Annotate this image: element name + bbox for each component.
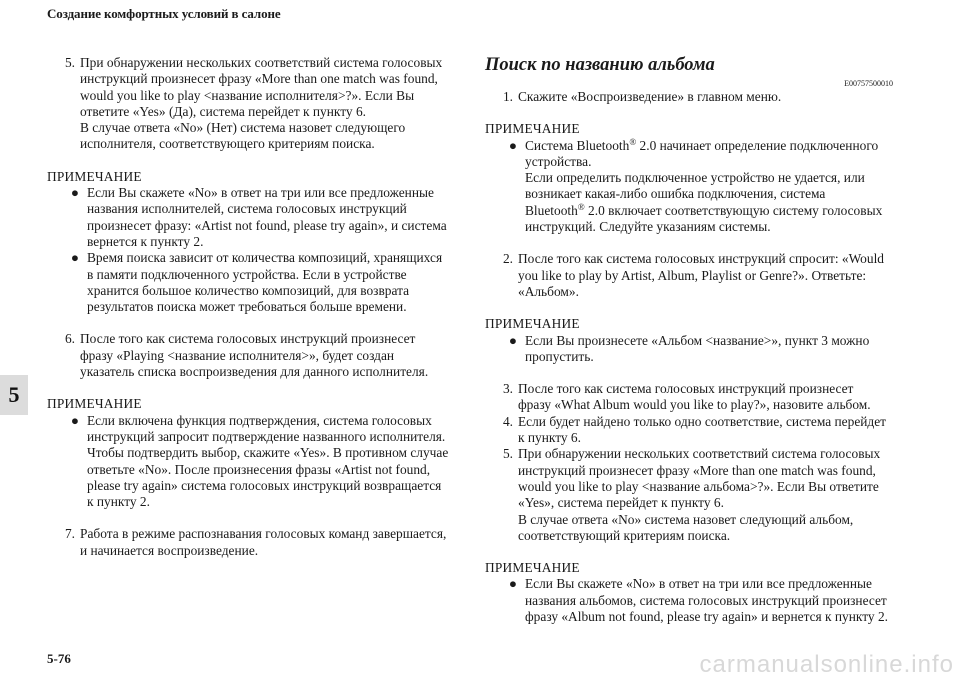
- text-line: в памяти подключенного устройства. Если в устройстве: [87, 266, 407, 282]
- text-line: ответьте «No». После произнесения фразы «Artist not found,: [87, 461, 431, 477]
- text-line: После того как система голосовых инструкций произнесет: [518, 381, 854, 397]
- note-bullet: [47, 250, 452, 315]
- step-2: [485, 251, 895, 300]
- text-line: названия альбомов, система голосовых инструкций произнесет: [525, 592, 887, 608]
- text-line: Время поиска зависит от количества композиций, хранящихся: [87, 250, 443, 266]
- step-number: 5.: [502, 446, 513, 462]
- text-line: Если включена функция подтверждения, система голосовых: [87, 412, 432, 428]
- watermark: carmanualsonline.info: [699, 650, 954, 678]
- step-text: [518, 446, 895, 544]
- text-line: фразу «Album not found, please try again» и вернется к пункту 2.: [525, 609, 889, 625]
- step-text: [518, 414, 895, 447]
- chapter-tab: [0, 375, 28, 415]
- bullet-icon: ●: [70, 412, 79, 428]
- text-line: к пункту 6.: [518, 430, 581, 446]
- step-text: [80, 331, 452, 380]
- text-line: При обнаружении нескольких соответствий система голосовых: [518, 446, 881, 462]
- text-line: Если будет найдено только одно соответствие, система перейдет: [518, 413, 887, 429]
- text-line: [525, 138, 895, 154]
- bullet-text: [525, 138, 895, 236]
- step-number: 4.: [502, 413, 513, 429]
- note-bullet: [485, 576, 895, 625]
- step-7: [47, 526, 452, 559]
- step-number: 5.: [64, 55, 75, 70]
- text-line: вернется к пункту 2.: [87, 233, 204, 249]
- text-line: При обнаружении нескольких соответствий система голосовых: [80, 55, 443, 70]
- step-number: 1.: [502, 89, 513, 104]
- text-line: исполнителя, соответствующего критериям поиска.: [80, 136, 375, 152]
- text-line: Работа в режиме распознавания голосовых команд завершается,: [80, 526, 447, 542]
- text-line: Если определить подключенное устройство не удается, или: [525, 170, 865, 186]
- text-line: устройства.: [525, 153, 592, 169]
- registered-mark: ®: [629, 136, 637, 147]
- text-line: Чтобы подтвердить выбор, скажите «Yes». В противном случае: [87, 445, 449, 461]
- text-line: После того как система голосовых инструкций произнесет: [80, 331, 416, 347]
- section-code: E00757500010: [844, 79, 893, 88]
- text-fragment: 2.0 включает соответствующую систему голосовых: [584, 202, 883, 218]
- text-line: Если Вы скажете «No» в ответ на три или все предложенные: [525, 576, 872, 592]
- text-line: Скажите «Воспроизведение» в главном меню.: [518, 89, 782, 104]
- bullet-text: [525, 576, 895, 625]
- step-5: [485, 446, 895, 544]
- text-line: инструкций запросит подтверждение названного исполнителя.: [87, 428, 446, 444]
- text-line: [525, 203, 895, 219]
- note-bullet: [485, 333, 895, 366]
- step-3: [485, 381, 895, 414]
- registered-mark: ®: [577, 201, 585, 212]
- page-header: Создание комфортных условий в салоне: [47, 6, 281, 21]
- bullet-text: [87, 250, 452, 315]
- text-line: названия исполнителей, система голосовых инструкций: [87, 201, 407, 217]
- text-line: возникает какая-либо ошибка подключения, система: [525, 186, 826, 202]
- step-number: 7.: [64, 526, 75, 542]
- section-title: Поиск по названию альбома: [485, 55, 715, 75]
- step-number: 2.: [502, 251, 513, 267]
- page-number: 5-76: [47, 651, 71, 666]
- text-line: would you like to play <название исполнителя>?». Если Вы: [80, 87, 415, 103]
- bullet-icon: ●: [70, 185, 79, 201]
- bullet-icon: ●: [70, 250, 79, 266]
- text-line: фразу «Playing <название исполнителя>», будет создан: [80, 347, 395, 363]
- bullet-icon: ●: [508, 332, 517, 348]
- text-line: результатов поиска может требоваться больше времени.: [87, 299, 407, 315]
- text-line: you like to play by Artist, Album, Playlist or Genre?». Ответьте:: [518, 267, 867, 283]
- text-line: указатель списка воспроизведения для данного исполнителя.: [80, 364, 429, 380]
- text-line: В случае ответа «No» (Нет) система назовет следующего: [80, 120, 406, 136]
- note-bullet: [47, 413, 452, 511]
- text-line: ответите «Yes» (Да), система перейдет к пункту 6.: [80, 103, 366, 119]
- text-line: произнесет фразу: «Artist not found, please try again», и система: [87, 217, 447, 233]
- left-column: [47, 55, 452, 559]
- step-text: [80, 55, 452, 153]
- text-fragment: 2.0 начинает определение подключенного: [636, 137, 879, 153]
- text-line: would you like to play <название альбома>?». Если Вы ответите: [518, 478, 879, 494]
- step-text: [518, 89, 895, 105]
- text-line: Если Вы скажете «No» в ответ на три или все предложенные: [87, 185, 434, 201]
- text-fragment: Система Bluetooth: [525, 137, 630, 153]
- bullet-icon: ●: [508, 137, 517, 153]
- step-number: 6.: [64, 331, 75, 347]
- text-line: фразу «What Album would you like to play?», назовите альбом.: [518, 397, 871, 413]
- bullet-text: [87, 185, 452, 250]
- step-number: 3.: [502, 381, 513, 397]
- text-line: «Альбом».: [518, 283, 579, 299]
- note-heading: ПРИМЕЧАНИЕ: [485, 121, 580, 137]
- text-line: и начинается воспроизведение.: [80, 542, 259, 558]
- text-line: «Yes», система перейдет к пункту 6.: [518, 495, 724, 511]
- text-line: инструкций произнесет фразу «More than one match was found,: [80, 71, 438, 87]
- right-column: [485, 54, 895, 625]
- text-line: инструкций произнесет фразу «More than one match was found,: [518, 462, 876, 478]
- step-5: [47, 55, 452, 153]
- bullet-icon: ●: [508, 576, 517, 592]
- text-line: Если Вы произнесете «Альбом <название>», пункт 3 можно: [525, 332, 870, 348]
- text-line: соответствующий критериям поиска.: [518, 527, 731, 543]
- text-line: пропустить.: [525, 348, 594, 364]
- step-text: [80, 526, 452, 559]
- step-1: [485, 89, 895, 105]
- text-line: хранится большое количество композиций, для возврата: [87, 282, 410, 298]
- note-heading: ПРИМЕЧАНИЕ: [47, 396, 142, 412]
- text-line: После того как система голосовых инструкций спросит: «Would: [518, 251, 884, 267]
- text-fragment: Bluetooth: [525, 202, 578, 218]
- bullet-text: [87, 413, 452, 511]
- text-line: В случае ответа «No» система назовет следующий альбом,: [518, 511, 854, 527]
- text-line: к пункту 2.: [87, 494, 150, 510]
- note-bullet: [47, 185, 452, 250]
- note-bullet: [485, 138, 895, 236]
- note-heading: ПРИМЕЧАНИЕ: [485, 316, 580, 332]
- step-text: [518, 381, 895, 414]
- text-line: инструкций. Следуйте указаниям системы.: [525, 219, 771, 235]
- step-4: [485, 414, 895, 447]
- step-6: [47, 331, 452, 380]
- step-text: [518, 251, 895, 300]
- bullet-text: [525, 333, 895, 366]
- chapter-number: 5: [8, 382, 20, 407]
- note-heading: ПРИМЕЧАНИЕ: [47, 168, 142, 184]
- note-heading: ПРИМЕЧАНИЕ: [485, 560, 580, 576]
- text-line: please try again» система голосовых инструкций возвращается: [87, 477, 442, 493]
